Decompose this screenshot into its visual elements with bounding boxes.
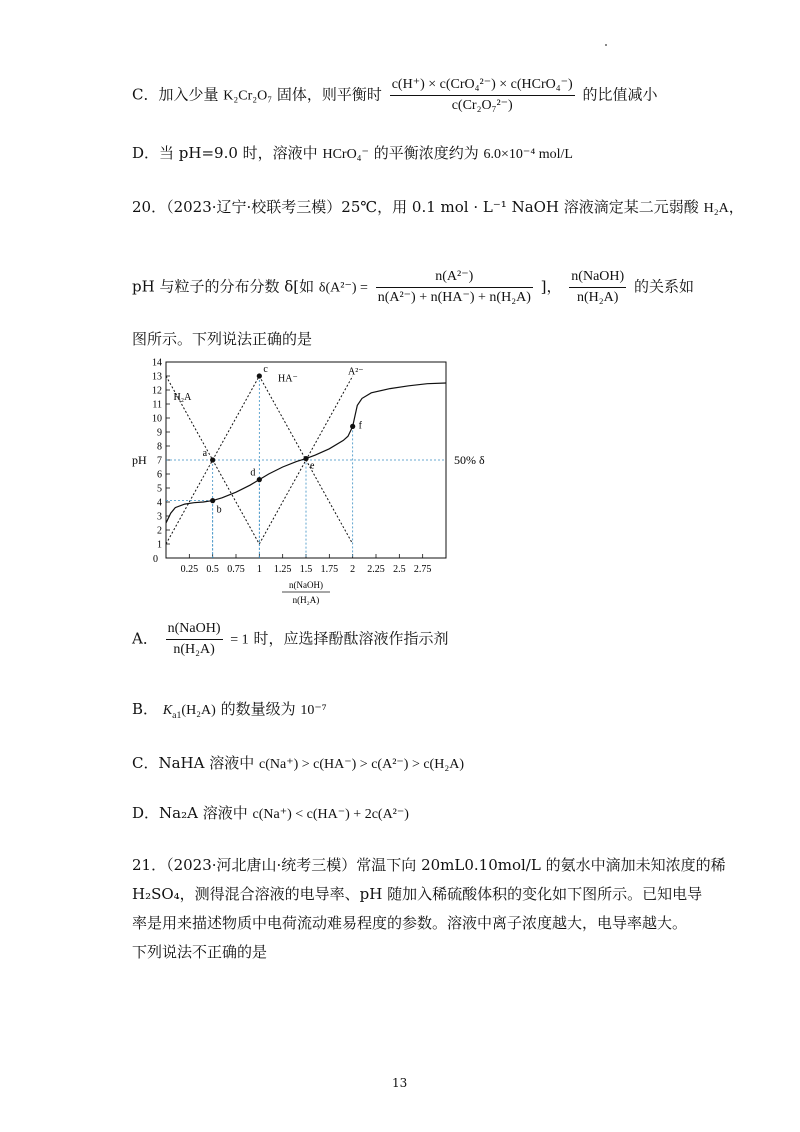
acid-formula: H₂A (703, 201, 729, 216)
option-c-text: C．NaHA 溶液中 (132, 754, 255, 772)
y-tick-label: 14 (152, 357, 162, 369)
stem-comma: ， (728, 198, 744, 216)
q20-stem-line2 (132, 270, 694, 305)
q21-line2: H₂SO₄，测得混合溶液的电导率、pH 随加入稀硫酸体积的变化如下图所示。已知电导 (132, 885, 703, 903)
salt-formula: K₂Cr₂O₇ (223, 88, 273, 104)
option-d-prefix: D．当 pH=9.0 时，溶液中 (132, 144, 318, 162)
magnitude-value: 10⁻⁷ (300, 703, 327, 718)
q20-option-a (132, 622, 448, 657)
x-tick-label: 0.75 (227, 564, 245, 575)
x-tick-label: 2 (350, 564, 356, 575)
point-label-b: b (216, 504, 222, 516)
q21-line4: 下列说法不正确的是 (132, 943, 268, 961)
fraction-bar (166, 639, 223, 640)
point-b (210, 498, 215, 503)
option-c-middle: 固体，则平衡时 (276, 85, 382, 104)
point-d (257, 477, 262, 482)
fraction-numerator: n(NaOH) (167, 621, 221, 636)
delta-fraction (376, 270, 533, 305)
y-tick-label: 8 (157, 441, 162, 453)
y-tick-label: 1 (157, 539, 162, 551)
page-number: 13 (392, 1076, 408, 1090)
y-tick-label: 6 (157, 469, 162, 481)
q20-option-d (132, 806, 409, 822)
fraction-denominator: n(H₂A) (173, 642, 215, 657)
y-tick-label: 3 (157, 511, 162, 523)
fraction-bar (376, 287, 533, 288)
y-tick-label: 11 (152, 399, 162, 411)
option-c-prefix: C．加入少量 (132, 85, 219, 104)
option-b-text: 的数量级为 (220, 700, 296, 718)
y-tick-label: 4 (157, 497, 162, 509)
titration-ratio-fraction (569, 270, 626, 305)
x-tick-label: 1.75 (320, 564, 339, 575)
option-a-fraction (166, 622, 223, 657)
x-label-denominator: n(H₂A) (292, 595, 320, 605)
y-tick-label: 7 (157, 455, 162, 467)
species-label-h2a: H₂A (173, 391, 192, 403)
q19-option-c (132, 78, 658, 113)
point-label-f: f (358, 420, 363, 432)
option-c-suffix: 的比值减小 (582, 85, 658, 104)
species-label-ha: HA⁻ (278, 373, 298, 385)
delta-50-label: 50% δ (454, 453, 485, 467)
point-e (303, 456, 308, 461)
q20-stem-line1 (132, 200, 744, 216)
y-tick-label: 13 (152, 371, 162, 383)
species-label-a2: A²⁻ (348, 366, 364, 378)
option-d-text: D．Na₂A 溶液中 (132, 804, 248, 822)
concentration-value: 6.0×10⁻⁴ mol/L (483, 147, 573, 162)
q20-option-b (132, 702, 327, 721)
x-tick-label: 2.75 (413, 564, 432, 575)
q21-line3: 率是用来描述物质中电荷流动难易程度的参数。溶液中离子浓度越大，电导率越大。 (132, 914, 688, 932)
x-tick-label: 1.25 (273, 564, 292, 575)
point-a (210, 457, 215, 462)
x-tick-label: 1 (256, 564, 262, 575)
x-tick-label: 2.5 (393, 564, 406, 575)
x-tick-label: 0.5 (206, 564, 219, 575)
point-c (257, 373, 262, 378)
q21-line1: 21．（2023·河北唐山·统考三模）常温下向 20mL0.10mol/L 的氨水中滴加未知浓度的稀 (132, 856, 726, 874)
stem-text: 图所示。下列说法正确的是 (132, 330, 313, 348)
option-a-prefix: A． (132, 629, 158, 648)
option-c-inequality: c(Na⁺) > c(HA⁻) > c(A²⁻) > c(H₂A) (259, 757, 464, 772)
ph-curve (166, 383, 446, 523)
x-tick-label: 2.25 (367, 564, 385, 575)
fraction-bar (390, 95, 575, 96)
ratio-numerator: n(NaOH) (571, 269, 625, 284)
y-axis-label: pH (132, 453, 147, 467)
y-tick-label: 5 (157, 483, 162, 495)
ka1-expression (162, 703, 216, 721)
y-tick-label: 2 (157, 525, 162, 537)
ka-subscript: a1 (172, 709, 182, 721)
stem-text: 20．（2023·辽宁·校联考三模）25℃，用 0.1 mol · L⁻¹ NaOH 溶液滴定某二元弱酸 (132, 198, 699, 216)
point-label-e: e (310, 460, 315, 472)
x-label-numerator: n(NaOH) (289, 580, 323, 590)
q20-stem-line3 (132, 332, 312, 347)
option-d-inequality: c(Na⁺) < c(HA⁻) + 2c(A²⁻) (252, 807, 409, 822)
delta-denominator: n(A²⁻) + n(HA⁻) + n(H₂A) (377, 290, 531, 305)
stem-text: ]， (540, 277, 562, 296)
option-a-equals: = 1 (230, 632, 249, 648)
option-a-text: 时，应选择酚酞溶液作指示剂 (253, 629, 449, 648)
ka-species: (H₂A) (181, 703, 216, 718)
y-tick-label: 10 (152, 413, 162, 425)
y-tick-label: 12 (152, 385, 162, 397)
y-tick-label: 9 (157, 427, 162, 439)
stem-text: 的关系如 (633, 277, 694, 296)
origin-label: 0 (153, 554, 158, 565)
delta-numerator: n(A²⁻) (435, 269, 474, 284)
ph-distribution-chart (130, 352, 520, 608)
point-label-d: d (250, 467, 256, 479)
species-formula: HCrO₄⁻ (322, 147, 369, 162)
q20-option-c (132, 756, 464, 772)
q19-option-d (132, 146, 573, 162)
page-speck (605, 44, 607, 46)
option-d-middle: 的平衡浓度约为 (373, 144, 479, 162)
delta-lhs: δ(A²⁻) = (318, 280, 368, 296)
point-label-c: c (263, 364, 268, 375)
fraction-bar (569, 287, 626, 288)
ka-symbol: K (162, 703, 173, 718)
point-label-a: a (202, 448, 208, 459)
point-f (350, 424, 355, 429)
x-tick-label: 1.5 (299, 564, 313, 575)
ratio-numerator: c(H⁺) × c(CrO₄²⁻) × c(HCrO₄⁻) (391, 77, 573, 92)
equilibrium-ratio-fraction (390, 78, 575, 113)
ratio-denominator: c(Cr₂O₇²⁻) (451, 98, 513, 113)
ratio-denominator: n(H₂A) (577, 290, 619, 305)
option-b-prefix: B． (132, 700, 159, 718)
x-tick-label: 0.25 (180, 564, 199, 575)
stem-text: pH 与粒子的分布分数 δ[如 (132, 277, 315, 296)
